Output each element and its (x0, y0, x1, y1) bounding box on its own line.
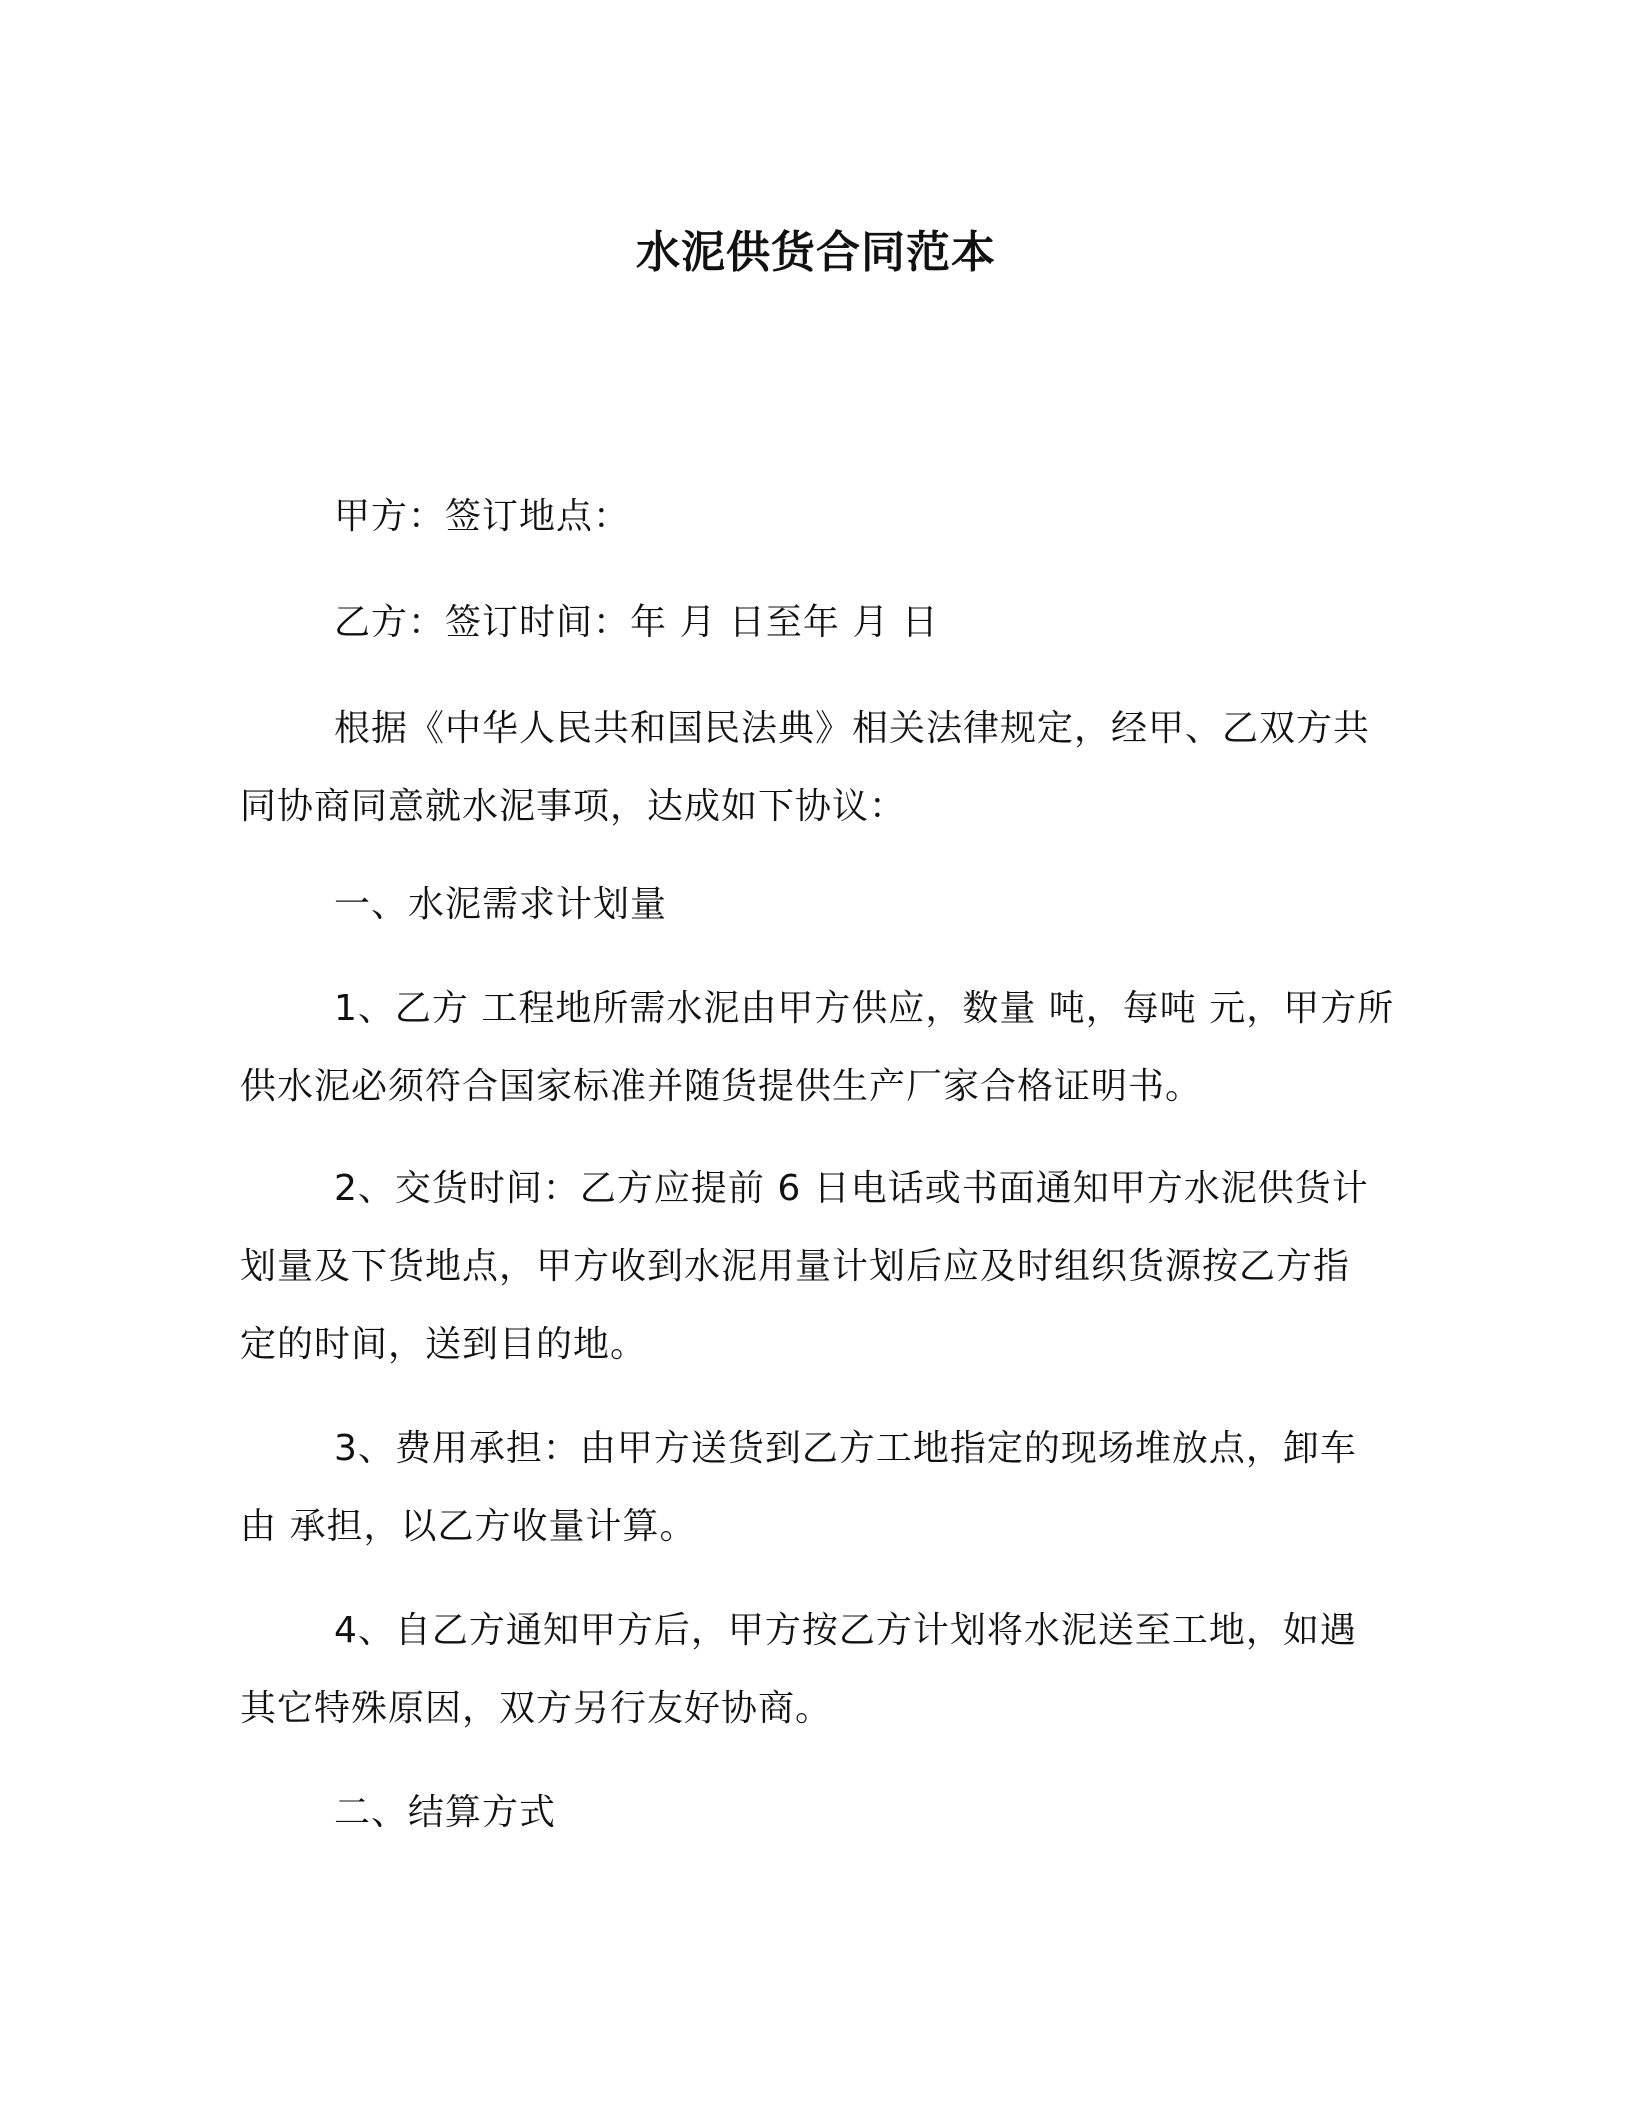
paragraph-line: 一、水泥需求计划量 (334, 884, 668, 925)
paragraph-line: 二、结算方式 (334, 1792, 557, 1833)
paragraph-line: 由 承担，以乙方收量计算。 (240, 1506, 697, 1547)
section-heading-2 (240, 1774, 1392, 1852)
paragraph-line: 同协商同意就水泥事项，达成如下协议： (240, 786, 907, 827)
paragraph-line: 1、乙方 工程地所需水泥由甲方供应，数量 吨，每吨 元，甲方所 (334, 988, 1395, 1029)
clause-3 (240, 1410, 1392, 1566)
clause-1 (240, 970, 1395, 1126)
paragraph-line: 定的时间，送到目的地。 (240, 1324, 648, 1365)
paragraph-line: 乙方：签订时间：年 月 日至年 月 日 (334, 602, 939, 643)
paragraph-preamble (240, 690, 1392, 846)
paragraph-line: 2、交货时间：乙方应提前 6 日电话或书面通知甲方水泥供货计 (334, 1168, 1369, 1209)
clause-4 (240, 1592, 1392, 1748)
paragraph-line: 根据《中华人民共和国民法典》相关法律规定，经甲、乙双方共 (334, 708, 1371, 749)
section-heading-1 (240, 866, 1392, 944)
paragraph-line: 其它特殊原因，双方另行友好协商。 (240, 1688, 833, 1729)
paragraph-line: 4、自乙方通知甲方后，甲方按乙方计划将水泥送至工地，如遇 (334, 1610, 1357, 1651)
paragraph-line: 划量及下货地点，甲方收到水泥用量计划后应及时组织货源按乙方指 (240, 1246, 1351, 1287)
paragraph-party-a (240, 478, 1392, 556)
document-title: 水泥供货合同范本 (636, 227, 996, 278)
paragraph-party-b (240, 584, 1392, 662)
clause-2 (240, 1150, 1392, 1384)
paragraph-line: 3、费用承担：由甲方送货到乙方工地指定的现场堆放点，卸车 (334, 1428, 1357, 1469)
paragraph-line: 甲方：签订地点： (334, 496, 631, 537)
paragraph-line: 供水泥必须符合国家标准并随货提供生产厂家合格证明书。 (240, 1066, 1203, 1107)
